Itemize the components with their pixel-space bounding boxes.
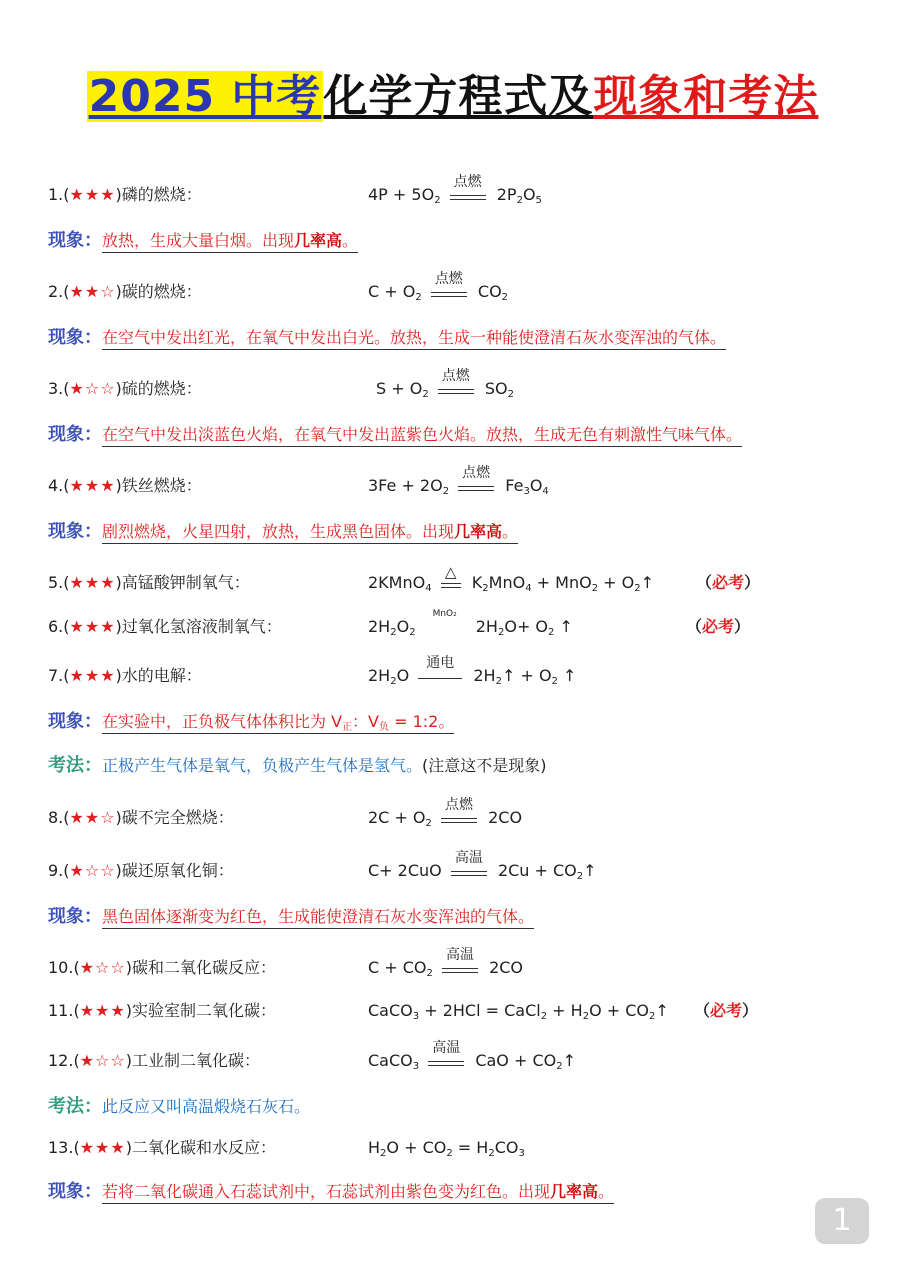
star-rating: ★★★ xyxy=(69,617,116,636)
item-1: 1.(★★★)磷的燃烧： xyxy=(48,185,202,204)
phenomenon-9: 现象：黑色固体逐渐变为红色，生成能使澄清石灰水变浑浊的气体。 xyxy=(48,906,535,927)
phenomenon-7: 现象：在实验中，正负极气体体积比为 $V_正$：$V_负$ = 1:2。 xyxy=(48,711,455,733)
star-rating: ★★★ xyxy=(79,1001,126,1020)
condition-mark: 高温 xyxy=(451,856,487,886)
equation-3: $S + O_2$ 点燃 $SO_2$ xyxy=(376,374,514,404)
equation-9: C+ 2CuO 高温 $2Cu + CO_2↑$ xyxy=(368,856,597,886)
star-rating: ★☆☆ xyxy=(69,379,116,398)
page-number-badge[interactable]: 1 xyxy=(815,1198,869,1244)
star-rating: ★★☆ xyxy=(69,282,116,301)
star-rating: ★☆☆ xyxy=(79,1051,126,1070)
star-rating: ★★★ xyxy=(69,476,116,495)
equation-1: $4P + 5O_2$ 点燃 $2P_2O_5$ xyxy=(368,180,542,210)
title-year: 2025 中考 xyxy=(88,71,322,122)
equation-6: $2H_2O_2$ MnO₂ $2H_2O+ O_2$ ↑ xyxy=(368,612,573,642)
must-test-badge-6: （必考） xyxy=(686,617,751,636)
condition-mark: 高温 xyxy=(428,1046,464,1076)
exam-point-7: 考法：正极产生气体是氧气，负极产生气体是氢气。(注意这不是现象) xyxy=(48,755,547,776)
item-8: 8.(★★☆)碳不完全燃烧： xyxy=(48,808,234,827)
phenomenon-3: 现象：在空气中发出淡蓝色火焰，在氧气中发出蓝紫色火焰。放热，生成无色有刺激性气味气体。 xyxy=(48,424,743,445)
star-rating: ★★☆ xyxy=(69,808,116,827)
equation-7: $2H_2O$ 通电 $2H_2↑ + O_2$ ↑ xyxy=(368,661,576,691)
equation-13: $H_2O + CO_2 = H_2CO_3$ xyxy=(368,1138,525,1159)
must-test-badge-11: （必考） xyxy=(694,1001,759,1020)
phenomenon-13: 现象：若将二氧化碳通入石蕊试剂中，石蕊试剂由紫色变为红色。出现几率高。 xyxy=(48,1181,615,1202)
gas-arrow: ↑ xyxy=(640,573,655,592)
equation-5: 2KMnO$_4$ △ $K_2MnO_4 + MnO_2$ + $O_2↑$ xyxy=(368,568,654,598)
condition-mark: 高温 xyxy=(442,953,478,983)
catalyst-condition-mark: MnO₂ xyxy=(432,609,457,619)
equation-4: $3Fe + 2O_2$ 点燃 $Fe_3O_4$ xyxy=(368,471,549,501)
star-rating: ★★★ xyxy=(79,1138,126,1157)
condition-mark: 点燃 xyxy=(458,471,494,501)
item-4: 4.(★★★)铁丝燃烧： xyxy=(48,476,202,495)
must-test-badge-5: （必考） xyxy=(696,573,761,592)
equation-12: CaCO$_3$ 高温 CaO + $CO_2↑$ xyxy=(368,1046,576,1076)
gas-arrow: ↑ xyxy=(583,861,597,880)
page-title xyxy=(0,62,905,132)
equation-2: $C + O_2$ 点燃 $CO_2$ xyxy=(368,277,508,307)
condition-mark: 点燃 xyxy=(441,803,477,833)
condition-mark: 通电 xyxy=(418,661,462,691)
item-11: 11.(★★★)实验室制二氧化碳： xyxy=(48,1001,276,1020)
gas-arrow: ↑ xyxy=(501,666,516,685)
gas-arrow: ↑ xyxy=(563,666,577,685)
gas-arrow: ↑ xyxy=(562,1051,577,1070)
star-rating: ★★★ xyxy=(69,573,116,592)
equation-10: $C + CO_2$ 高温 2CO xyxy=(368,953,523,983)
item-9: 9.(★☆☆)碳还原氧化铜： xyxy=(48,861,234,880)
item-3: 3.(★☆☆)硫的燃烧： xyxy=(48,379,202,398)
heating-condition-mark: △ xyxy=(441,568,461,598)
star-rating: ★★★ xyxy=(69,185,116,204)
condition-mark: 点燃 xyxy=(450,180,486,210)
item-10: 10.(★☆☆)碳和二氧化碳反应： xyxy=(48,958,276,977)
condition-mark: 点燃 xyxy=(431,277,467,307)
item-7: 7.(★★★)水的电解： xyxy=(48,666,202,685)
phenomenon-4: 现象：剧烈燃烧，火星四射，放热，生成黑色固体。出现几率高。 xyxy=(48,521,519,542)
gas-arrow: ↑ xyxy=(559,617,573,636)
phenomenon-2: 现象：在空气中发出红光，在氧气中发出白光。放热，生成一种能使澄清石灰水变浑浊的气体。 xyxy=(48,327,727,348)
star-rating: ★☆☆ xyxy=(79,958,126,977)
title-highlight: 现象和考法 xyxy=(593,71,819,122)
exam-point-12: 考法：此反应又叫高温煅烧石灰石。 xyxy=(48,1096,311,1117)
phenomenon-1: 现象：放热，生成大量白烟。出现几率高。 xyxy=(48,230,359,251)
item-6: 6.(★★★)过氧化氢溶液制氧气： xyxy=(48,617,282,636)
star-rating: ★★★ xyxy=(69,666,116,685)
gas-arrow: ↑ xyxy=(655,1001,669,1020)
star-rating: ★☆☆ xyxy=(69,861,116,880)
item-12: 12.(★☆☆)工业制二氧化碳： xyxy=(48,1051,260,1070)
condition-mark: 点燃 xyxy=(438,374,474,404)
item-2: 2.(★★☆)碳的燃烧： xyxy=(48,282,202,301)
title-main: 化学方程式及 xyxy=(323,71,594,122)
equation-11: CaCO$_3$ + 2HCl = CaCl$_2$ + $H_2O$ + $CO_2↑$ xyxy=(368,1001,669,1022)
equation-8: $2C + O_2$ 点燃 2CO xyxy=(368,803,522,833)
item-13: 13.(★★★)二氧化碳和水反应： xyxy=(48,1138,276,1157)
item-5: 5.(★★★)高锰酸钾制氧气： xyxy=(48,573,250,592)
